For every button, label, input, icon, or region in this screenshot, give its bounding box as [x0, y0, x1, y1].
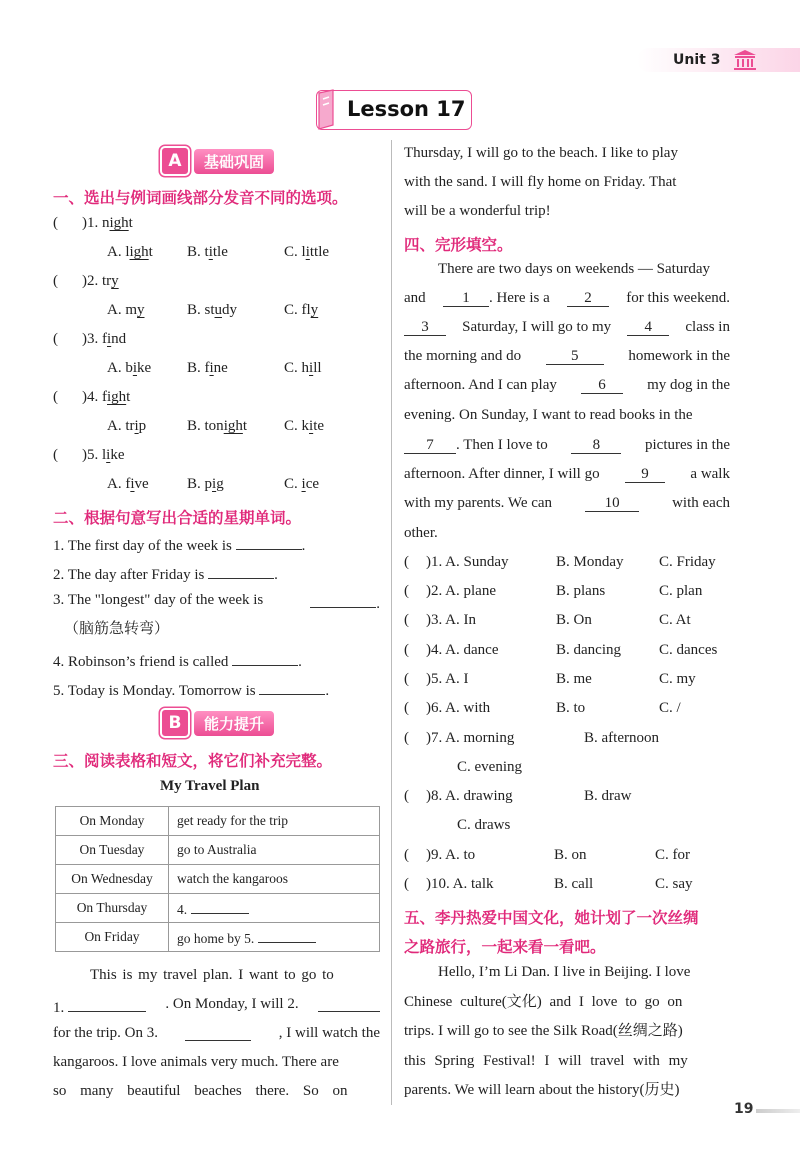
q5-heading-cont: 之路旅行，一起来看一看吧。 [404, 938, 606, 956]
cloze-blank[interactable]: 9 [625, 467, 665, 483]
answer-paren[interactable]: ( [404, 671, 409, 687]
q2-heading: 二、根据句意写出合适的星期单词。 [53, 509, 302, 527]
q4-heading: 四、完形填空。 [404, 236, 513, 254]
option-c: C. hill [284, 360, 322, 376]
passage-line: kangaroos. I love animals very much. There are [53, 1054, 339, 1070]
section-b-title: 能力提升 [194, 711, 274, 736]
cloze-line: There are two days on weekends — Saturday [438, 261, 710, 277]
option-a: A. bike [107, 360, 152, 376]
option-row: ( )5. A. I B. me C. my [404, 671, 696, 687]
cloze-blank[interactable]: 8 [571, 438, 621, 454]
cloze-line: afternoon. After dinner, I will go 9 a walk [404, 466, 730, 482]
answer-paren[interactable]: ( [53, 447, 58, 463]
day-cell: On Monday [56, 807, 169, 836]
answer-blank[interactable] [310, 593, 376, 608]
option-a: A. my [107, 302, 145, 318]
day-cell: On Wednesday [56, 865, 169, 894]
option-row: ( )2. A. plane B. plans C. plan [404, 583, 703, 599]
passage-line: this Spring Festival! I will travel with my [404, 1053, 688, 1069]
plan-cell: go to Australia [169, 836, 380, 865]
option-b: B. tonight [187, 418, 248, 434]
table-title: My Travel Plan [160, 778, 260, 794]
answer-paren[interactable]: ( [404, 583, 409, 599]
passage-line: for the trip. On 3. , I will watch the [53, 1025, 380, 1041]
day-cell: On Friday [56, 923, 169, 952]
cloze-blank[interactable]: 2 [567, 291, 609, 307]
plan-cell: watch the kangaroos [169, 865, 380, 894]
cloze-line: other. [404, 525, 438, 541]
section-a-badge [160, 148, 274, 174]
section-b-badge [160, 710, 274, 736]
option-row: ( )4. A. dance B. dancing C. dances [404, 642, 718, 658]
plan-cell: get ready for the trip [169, 807, 380, 836]
unit-label: Unit 3 [673, 52, 721, 68]
answer-paren[interactable]: ( [404, 700, 409, 716]
unit-tab [637, 48, 800, 72]
q1-item: ( )1. night [53, 215, 133, 231]
day-cell: On Tuesday [56, 836, 169, 865]
q2-sentence: 5. Today is Monday. Tomorrow is . [53, 680, 329, 699]
q1-item: ( )5. like [53, 447, 125, 463]
option-a: A. light [107, 244, 153, 260]
cloze-blank[interactable]: 1 [443, 291, 489, 307]
option-c: C. little [284, 244, 330, 260]
q1-options [107, 245, 329, 260]
q2-hint: （脑筋急转弯） [64, 621, 170, 637]
option-row: ( )1. A. Sunday B. Monday C. Friday [404, 554, 716, 570]
cloze-blank[interactable]: 4 [627, 320, 669, 336]
lesson-title-box [316, 90, 472, 130]
answer-blank[interactable] [258, 928, 316, 943]
day-cell: On Thursday [56, 894, 169, 923]
q1-item: ( )2. try [53, 273, 119, 289]
q5-heading: 五、李丹热爱中国文化，她计划了一次丝绸 [404, 909, 699, 927]
passage-line: This is my travel plan. I want to go to [90, 967, 334, 983]
option-row: ( )9. A. to B. on C. for [404, 847, 690, 863]
option-b: B. pig [187, 476, 224, 492]
table-row [56, 836, 380, 865]
page-number-rule [756, 1109, 800, 1113]
option-row: ( )6. A. with B. to C. / [404, 700, 681, 716]
cloze-line: 7 . Then I love to 8 pictures in the [404, 438, 730, 454]
option-c: C. fly [284, 302, 319, 318]
answer-paren[interactable]: ( [404, 876, 409, 892]
cloze-blank[interactable]: 7 [404, 438, 456, 454]
q3-heading: 三、阅读表格和短文，将它们补充完整。 [53, 752, 333, 770]
passage-line: parents. We will learn about the history(历史) [404, 1082, 680, 1098]
table-row [56, 865, 380, 894]
answer-paren[interactable]: ( [404, 554, 409, 570]
option-b: B. fine [187, 360, 228, 376]
option-b: B. study [187, 302, 238, 318]
answer-paren[interactable]: ( [404, 788, 409, 804]
option-a: A. five [107, 476, 149, 492]
passage-line: with the sand. I will fly home on Friday. That [404, 174, 677, 190]
travel-plan-table [55, 806, 380, 952]
cloze-line: afternoon. And I can play 6 my dog in the [404, 377, 730, 393]
answer-blank[interactable] [259, 680, 325, 695]
option-row: ( )3. A. In B. On C. At [404, 612, 691, 628]
building-icon [733, 49, 757, 71]
cloze-line: the morning and do 5 homework in the [404, 348, 730, 364]
answer-blank[interactable] [185, 1026, 251, 1041]
column-divider [391, 140, 392, 1105]
q1-options [107, 361, 322, 376]
cloze-blank[interactable]: 10 [585, 496, 639, 512]
section-b-letter: B [160, 708, 190, 738]
cloze-line: evening. On Sunday, I want to read books in the [404, 407, 693, 423]
answer-paren[interactable]: ( [53, 389, 58, 405]
q1-options [107, 477, 319, 492]
answer-paren[interactable]: ( [404, 642, 409, 658]
answer-paren[interactable]: ( [53, 215, 58, 231]
option-b: B. title [187, 244, 228, 260]
q1-options [107, 303, 318, 318]
answer-paren[interactable]: ( [404, 612, 409, 628]
plan-cell: 4. [169, 894, 380, 923]
option-row: ( )7. A. morning B. afternoon [404, 730, 659, 746]
table-row [56, 923, 380, 952]
cloze-blank[interactable]: 5 [546, 349, 604, 365]
q2-sentence: 1. The first day of the week is . [53, 535, 305, 554]
q2-sentence: 3. The "longest" day of the week is . [53, 592, 380, 612]
passage-line: trips. I will go to see the Silk Road(丝绸之路) [404, 1023, 683, 1039]
cloze-line: 3 Saturday, I will go to my 4 class in [404, 320, 730, 336]
section-a-letter: A [160, 146, 190, 176]
page-number: 19 [734, 1101, 754, 1117]
section-a-title: 基础巩固 [194, 149, 274, 174]
q2-sentence: 2. The day after Friday is . [53, 564, 278, 583]
table-row [56, 894, 380, 923]
table-row [56, 807, 380, 836]
passage-line: Hello, I’m Li Dan. I live in Beijing. I love [438, 964, 691, 980]
q1-options [107, 419, 324, 434]
passage-line: so many beautiful beaches there. So on [53, 1083, 348, 1099]
answer-paren[interactable]: ( [53, 273, 58, 289]
q2-sentence: 4. Robinson’s friend is called . [53, 651, 302, 670]
cloze-line: with my parents. We can 10 with each [404, 495, 730, 511]
cloze-blank[interactable]: 6 [581, 378, 623, 394]
answer-paren[interactable]: ( [404, 847, 409, 863]
book-icon [315, 89, 341, 131]
passage-line: 1. . On Monday, I will 2. [53, 997, 380, 1016]
answer-blank[interactable] [191, 899, 249, 914]
answer-paren[interactable]: ( [404, 730, 409, 746]
q1-item: ( )3. find [53, 331, 127, 347]
plan-cell: go home by 5. [169, 923, 380, 952]
answer-blank[interactable] [236, 535, 302, 550]
option-c: C. kite [284, 418, 325, 434]
lesson-title: Lesson 17 [347, 97, 466, 121]
answer-blank[interactable] [208, 564, 274, 579]
cloze-line: and 1 . Here is a 2 for this weekend. [404, 290, 730, 306]
option-row: ( )10. A. talk B. call C. say [404, 876, 693, 892]
passage-line: Chinese culture(文化) and I love to go on [404, 994, 683, 1010]
option-row: ( )8. A. drawing B. draw [404, 788, 632, 804]
passage-line: Thursday, I will go to the beach. I like to play [404, 145, 678, 161]
q1-item: ( )4. fight [53, 389, 131, 405]
option-row-cont: C. draws [457, 817, 511, 833]
answer-blank[interactable] [232, 651, 298, 666]
option-c: C. ice [284, 476, 320, 492]
answer-paren[interactable]: ( [53, 331, 58, 347]
q1-heading: 一、选出与例词画线部分发音不同的选项。 [53, 189, 348, 207]
answer-blank[interactable] [68, 997, 146, 1012]
option-a: A. trip [107, 418, 147, 434]
passage-line: will be a wonderful trip! [404, 203, 551, 219]
answer-blank[interactable] [318, 997, 380, 1012]
cloze-blank[interactable]: 3 [404, 320, 446, 336]
option-row-cont: C. evening [457, 759, 522, 775]
